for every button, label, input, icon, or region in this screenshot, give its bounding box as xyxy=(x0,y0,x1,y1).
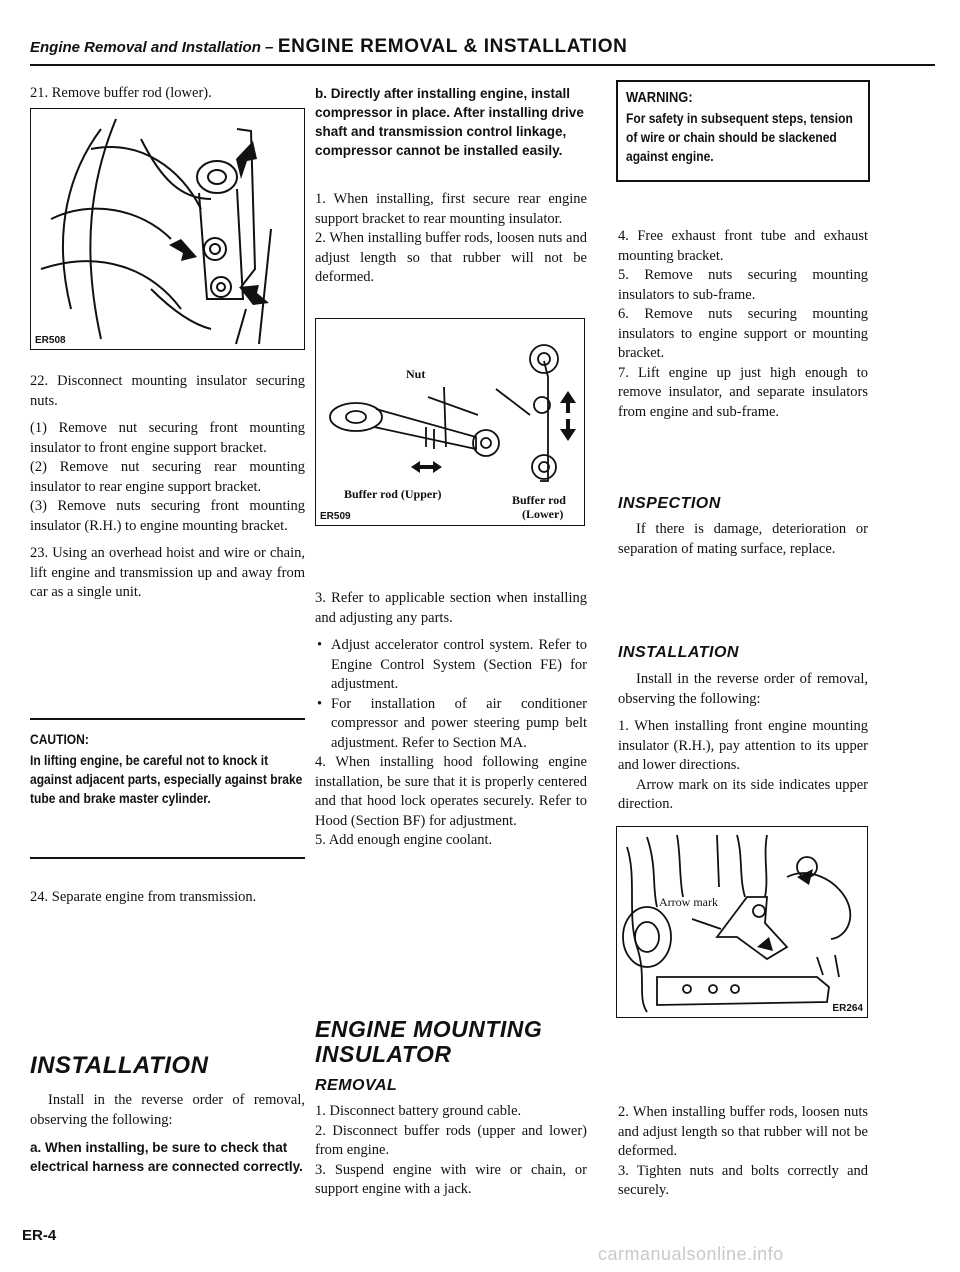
figure-er264 xyxy=(616,826,868,1018)
removal-step-3: 3. Suspend engine with wire or chain, or support engine with a jack. xyxy=(315,1161,587,1197)
nut-callout: Nut xyxy=(406,367,426,381)
install-intro: Install in the reverse order of removal, observing the following: xyxy=(618,671,868,707)
caution-block xyxy=(30,730,305,808)
install-step-2: 2. When installing buffer rods, loosen nuts and adjust length so that rubber will not be deformed. xyxy=(618,1104,868,1159)
watermark: carmanualsonline.info xyxy=(598,1244,784,1264)
step-3-block xyxy=(315,589,587,851)
caution-top-rule xyxy=(30,718,305,720)
buffer-rod-lower-callout: Buffer rod xyxy=(512,493,566,507)
step-5: 5. Add enough engine coolant. xyxy=(315,832,493,848)
note-b: b. Directly after installing engine, install compressor in place. After installing drive shaft and transmission control linkage, compressor cannot be installed easily. xyxy=(315,86,584,158)
warning-title: WARNING: xyxy=(626,89,693,106)
install-step-3: 3. Tighten nuts and bolts correctly and securely. xyxy=(618,1162,868,1198)
buffer-rod-upper-callout: Buffer rod (Upper) xyxy=(344,487,442,501)
step-1: 1. When installing, first secure rear engine support bracket to rear mounting insulator. xyxy=(315,191,587,227)
installation-heading: INSTALLATION xyxy=(30,1052,209,1079)
step-22: 22. Disconnect mounting insulator securing nuts. (1) Remove nut securing front mounting insulator to front engine support bracket. (2) Remove nut securing rear mounting insulator to rear engine support bracket. (3) Remove nuts securing front mounting insulator (R.H.) to engine mounting bracket. 23. Using an overhead hoist and wire or chain, lift engine and transmission up and away from car as a single unit. xyxy=(30,372,305,603)
caution-bottom-rule xyxy=(30,857,305,859)
figure-label: ER264 xyxy=(832,1003,863,1014)
figure-label: ER508 xyxy=(35,335,66,346)
removal-step-2: 2. Disconnect buffer rods (upper and lower) from engine. xyxy=(315,1122,587,1158)
install-step-1: 1. When installing front engine mounting insulator (R.H.), pay attention to its upper and lower directions. xyxy=(618,718,868,773)
step-4: 4. Free exhaust front tube and exhaust mounting bracket. xyxy=(618,228,868,264)
step-3: 3. Refer to applicable section when installing and adjusting any parts. xyxy=(315,590,587,626)
caution-text: In lifting engine, be careful not to knock it against adjacent parts, especially against brake tube and brake master cylinder. xyxy=(30,752,303,806)
warning-text: For safety in subsequent steps, tension of wire or chain should be slackened against engine. xyxy=(626,110,853,164)
insulator-arrow-mark-illustration xyxy=(617,827,866,1016)
installation-steps xyxy=(618,670,868,815)
figure-er508 xyxy=(30,108,305,350)
header-rule xyxy=(30,64,935,66)
inspection-text: If there is damage, deterioration or separation of mating surface, replace. xyxy=(618,521,868,557)
header-section: Engine Removal and Installation – xyxy=(30,39,274,56)
figure-er509 xyxy=(315,318,585,526)
step-6: 6. Remove nuts securing mounting insulators to engine support or mounting bracket. xyxy=(618,306,868,361)
inspection-heading: INSPECTION xyxy=(618,495,721,512)
list-item: • Adjust accelerator control system. Refer to Engine Control System (Section FE) for adjustment. xyxy=(315,636,587,695)
removal-step-1: 1. Disconnect battery ground cable. xyxy=(315,1103,522,1119)
step-7: 7. Lift engine up just high enough to remove insulator, and separate insulators from engine and sub-frame. xyxy=(618,364,868,420)
sub-step-3: (3) Remove nuts securing front mounting insulator (R.H.) to engine mounting bracket. xyxy=(30,498,305,534)
warning-box xyxy=(616,80,870,182)
step-21: 21. Remove buffer rod (lower). xyxy=(30,85,212,101)
caution-title: CAUTION: xyxy=(30,731,89,747)
adjustment-list xyxy=(315,636,587,753)
sub-step-2: (2) Remove nut securing rear mounting insulator to rear engine support bracket. xyxy=(30,459,305,495)
installation-steps-cont xyxy=(618,1103,868,1201)
step-4: 4. When installing hood following engine installation, be sure that it is properly centered and that hood lock operates securely. Refer to Hood (Section BF) for adjustment. xyxy=(315,754,587,829)
buffer-rod-lower-callout-2: (Lower) xyxy=(522,507,564,521)
step-24: 24. Separate engine from transmission. xyxy=(30,889,257,905)
step-2: 2. When installing buffer rods, loosen nuts and adjust length so that rubber will not be deformed. xyxy=(315,230,587,285)
engine-buffer-rod-illustration xyxy=(31,109,303,348)
engine-mounting-heading: ENGINE MOUNTING INSULATOR xyxy=(315,1016,543,1067)
removal-heading: REMOVAL xyxy=(315,1077,398,1094)
install-steps xyxy=(315,190,587,288)
list-item: • For installation of air conditioner compressor and power steering pump belt adjustment. Refer to Section MA. xyxy=(315,695,587,754)
figure-label: ER509 xyxy=(320,511,351,522)
installation-heading-2: INSTALLATION xyxy=(618,644,739,661)
sub-step-1: (1) Remove nut securing front mounting insulator to front engine support bracket. xyxy=(30,420,305,456)
removal-steps-cont xyxy=(618,227,868,422)
step-5: 5. Remove nuts securing mounting insulators to sub-frame. xyxy=(618,267,868,303)
removal-steps xyxy=(315,1102,587,1200)
step-23: 23. Using an overhead hoist and wire or chain, lift engine and transmission up and away from car as a single unit. xyxy=(30,545,305,600)
header-title: ENGINE REMOVAL & INSTALLATION xyxy=(277,36,628,57)
note-a: a. When installing, be sure to check that electrical harness are connected correctly. xyxy=(30,1140,303,1174)
install-intro: Install in the reverse order of removal, observing the following: a. When installing, be sure to check that electrical harness are connected correctly. xyxy=(30,1092,305,1174)
install-step-1-note: Arrow mark on its side indicates upper direction. xyxy=(618,776,868,812)
page-number: ER-4 xyxy=(22,1227,57,1244)
arrow-mark-callout: Arrow mark xyxy=(659,895,718,909)
page-header xyxy=(30,36,935,58)
